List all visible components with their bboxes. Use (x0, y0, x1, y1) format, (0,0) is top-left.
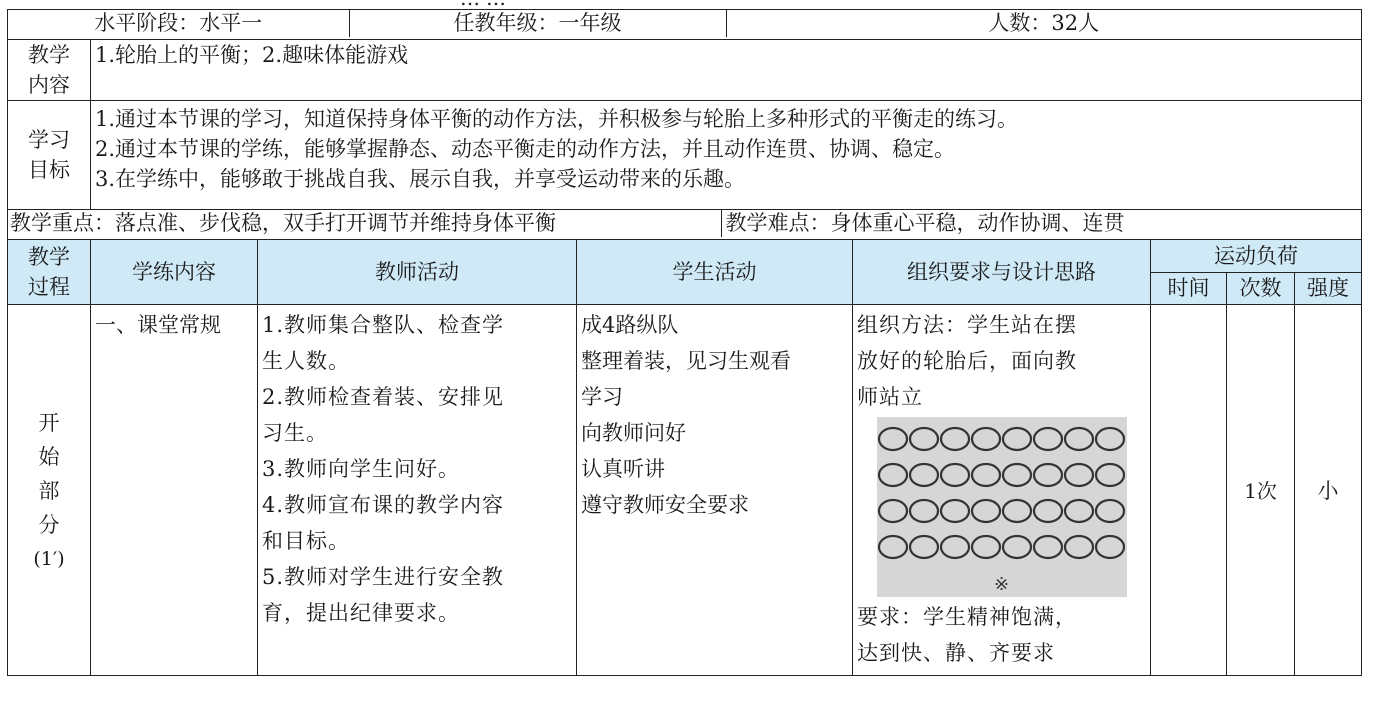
student-marker (910, 464, 938, 486)
process-char: 分 (38, 513, 60, 537)
goal-item: 2.通过本节课的学练，能够掌握静态、动态平衡走的动作方法，并且动作连贯、协调、稳定。 (95, 137, 956, 161)
student-line: 遵守教师安全要求 (581, 493, 749, 517)
teacher-line: 2.教师检查着装、安排见 (262, 385, 505, 409)
goal-item: 3.在学练中，能够敢于挑战自我、展示自我，并享受运动带来的乐趣。 (95, 167, 746, 191)
process-char: 始 (38, 445, 60, 469)
key-points: 教学重点：落点准、步伐稳，双手打开调节并维持身体平衡 (8, 210, 721, 237)
student-marker (1003, 464, 1031, 486)
lesson-plan (7, 9, 1362, 676)
student-marker (1096, 428, 1124, 450)
student-marker (1065, 428, 1093, 450)
header-load: 运动负荷 (1151, 240, 1362, 273)
teacher-line: 生人数。 (262, 349, 350, 373)
org-cell (853, 305, 1151, 676)
student-marker (972, 428, 1000, 450)
goals-row (8, 101, 1362, 210)
student-marker (910, 500, 938, 522)
student-marker (1003, 536, 1031, 558)
lesson-plan-table (7, 9, 1362, 676)
student-marker (879, 464, 907, 486)
difficulty: 教学难点：身体重心平稳，动作协调、连贯 (725, 211, 1125, 235)
student-marker (879, 536, 907, 558)
header-teacher: 教师活动 (258, 240, 577, 305)
teacher-line: 育，提出纪律要求。 (262, 601, 460, 625)
key-row (8, 210, 1362, 240)
time-cell (1151, 305, 1227, 676)
header-times: 次数 (1227, 272, 1295, 305)
teacher-cell (258, 305, 577, 676)
content-cell (91, 305, 258, 676)
org-line: 组织方法：学生站在摆 (857, 313, 1077, 337)
header-org: 组织要求与设计思路 (853, 240, 1151, 305)
student-marker (1065, 536, 1093, 558)
student-marker (1034, 536, 1062, 558)
student-marker (1034, 428, 1062, 450)
teacher-line: 习生。 (262, 421, 328, 445)
level-cell: 水平阶段：水平一 (8, 10, 349, 37)
student-marker (941, 464, 969, 486)
student-marker (941, 536, 969, 558)
teacher-line: 1.教师集合整队、检查学 (262, 313, 505, 337)
student-marker (941, 500, 969, 522)
student-marker (1003, 500, 1031, 522)
student-marker (1096, 464, 1124, 486)
content-row (8, 40, 1362, 101)
student-marker (1065, 500, 1093, 522)
section-row (8, 305, 1362, 676)
student-marker (910, 428, 938, 450)
grade-cell: 任教年级：一年级 (349, 10, 726, 37)
student-cell (577, 305, 853, 676)
student-marker (879, 428, 907, 450)
content-text: 1.轮胎上的平衡；2.趣味体能游戏 (91, 40, 1362, 101)
student-marker (941, 428, 969, 450)
student-marker (972, 464, 1000, 486)
header-time: 时间 (1151, 272, 1227, 305)
formation-diagram (877, 417, 1127, 597)
info-inner (8, 10, 1361, 37)
student-marker (1034, 500, 1062, 522)
student-marker (972, 500, 1000, 522)
org-line: 放好的轮胎后，面向教 (857, 349, 1077, 373)
top-strip (0, 0, 1374, 8)
goal-item: 1.通过本节课的学习，知道保持身体平衡的动作方法，并积极参与轮胎上多种形式的平衡走的练习。 (95, 107, 1019, 131)
times-cell: 1次 (1227, 305, 1295, 676)
info-row (8, 10, 1362, 40)
header-student: 学生活动 (577, 240, 853, 305)
key-inner (8, 210, 1361, 237)
teacher-marker: ※ (993, 574, 1011, 595)
student-line: 学习 (581, 385, 623, 409)
process-char: 部 (38, 479, 60, 503)
student-marker (972, 536, 1000, 558)
header-content: 学练内容 (91, 240, 258, 305)
teacher-line: 4.教师宣布课的教学内容 (262, 493, 505, 517)
content-title: 一、课堂常规 (95, 313, 221, 337)
student-marker (1065, 464, 1093, 486)
formation-svg (877, 417, 1127, 597)
intensity-cell: 小 (1295, 305, 1362, 676)
teacher-line: 3.教师向学生问好。 (262, 457, 461, 481)
org-line: 达到快、静、齐要求 (857, 641, 1055, 665)
student-line: 成4路纵队 (581, 313, 679, 337)
table-header-row (8, 240, 1362, 273)
student-marker (910, 536, 938, 558)
student-marker (1096, 536, 1124, 558)
content-label: 教学 内容 (8, 40, 91, 101)
process-char: (1′) (33, 548, 65, 570)
teacher-line: 5.教师对学生进行安全教 (262, 565, 505, 589)
teacher-line: 和目标。 (262, 529, 350, 553)
student-line: 认真听讲 (581, 457, 665, 481)
org-line: 师站立 (857, 385, 923, 409)
student-marker (1096, 500, 1124, 522)
header-process: 教学 过程 (8, 240, 91, 305)
count-cell: 人数：32人 (988, 11, 1100, 35)
student-line: 向教师问好 (581, 421, 686, 445)
student-marker (879, 500, 907, 522)
student-marker (1034, 464, 1062, 486)
process-cell (8, 305, 91, 676)
process-char: 开 (38, 411, 60, 435)
goals-label: 学习 目标 (8, 101, 91, 210)
student-line: 整理着装，见习生观看 (581, 349, 791, 373)
org-line: 要求：学生精神饱满， (857, 605, 1077, 629)
student-marker (1003, 428, 1031, 450)
header-intensity: 强度 (1295, 272, 1362, 305)
